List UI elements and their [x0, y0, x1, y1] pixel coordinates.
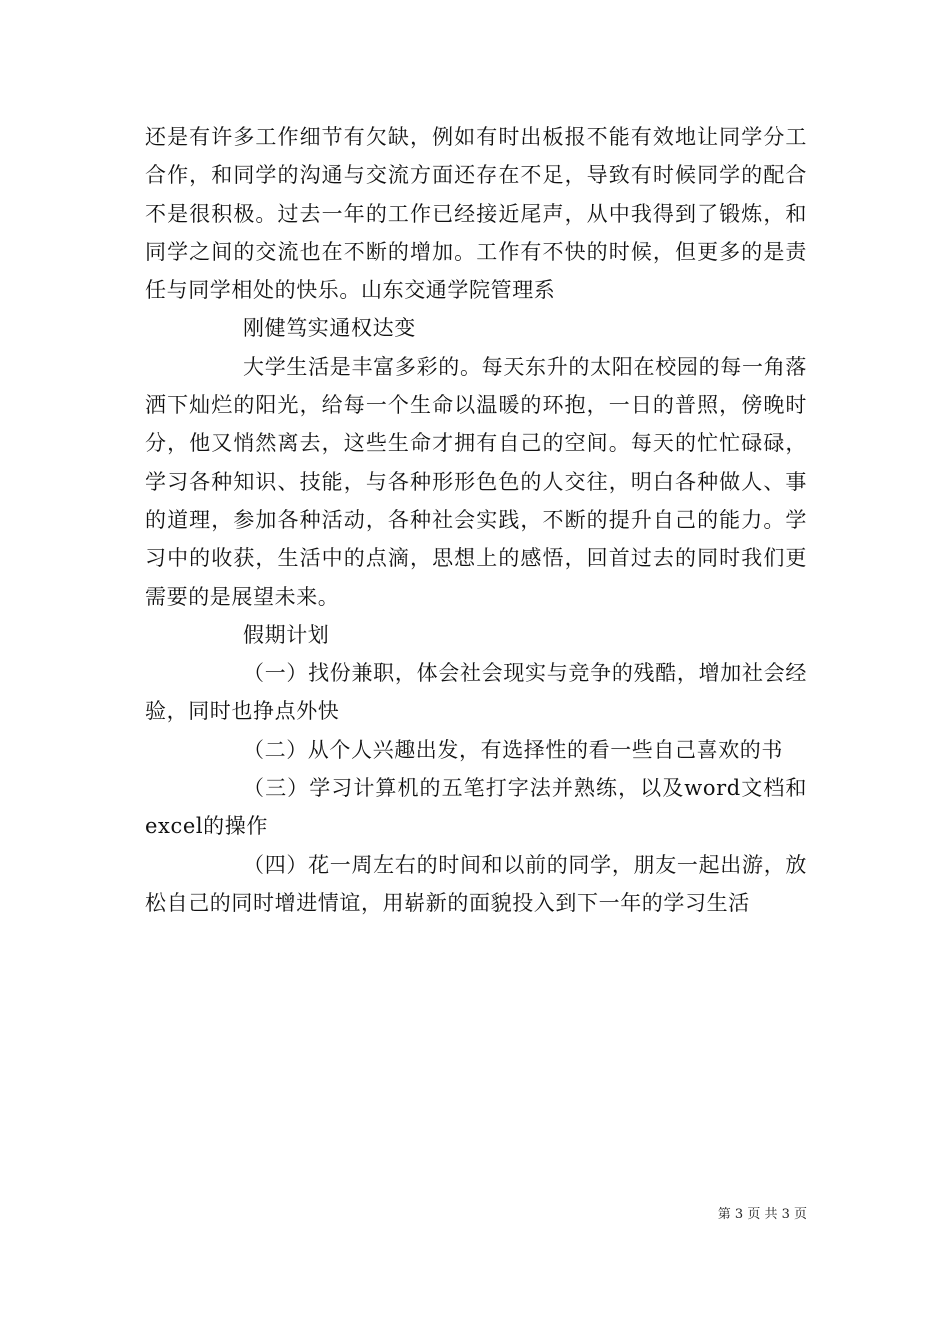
- plan-item-2: （二）从个人兴趣出发，有选择性的看一些自己喜欢的书: [243, 737, 783, 762]
- plan-item-3: （三）学习计算机的五笔打字法并熟练，以及word文档和excel的操作: [145, 776, 807, 839]
- paragraph-college-life: 大学生活是丰富多彩的。每天东升的太阳在校园的每一角落洒下灿烂的阳光，给每一个生命以温暖的环抱，一日的普照，傍晚时分，他又悄然离去，这些生命才拥有自己的空间。每天的忙忙碌碌，学习各种知识、技能，与各种形形色色的人交往，明白各种做人、事的道理，参加各种活动，各种社会实践，不断的提升自己的能力。学习中的收获，生活中的点滴，思想上的感悟，回首过去的同时我们更需要的是展望未来。: [145, 354, 807, 609]
- page-number-footer: 第 3 页 共 3 页: [717, 1207, 807, 1222]
- document-body: [145, 118, 807, 922]
- paragraph-work-summary: 还是有许多工作细节有欠缺，例如有时出板报不能有效地让同学分工合作，和同学的沟通与交流方面还存在不足，导致有时候同学的配合不是很积极。过去一年的工作已经接近尾声，从中我得到了锻炼，和同学之间的交流也在不断的增加。工作有不快的时候，但更多的是责任与同学相处的快乐。山东交通学院管理系: [145, 125, 807, 303]
- plan-item-1: （一）找份兼职，体会社会现实与竞争的残酷，增加社会经验，同时也挣点外快: [145, 661, 807, 724]
- section-heading-vacation-plan: 假期计划: [243, 622, 330, 647]
- school-motto: 刚健笃实通权达变: [243, 316, 416, 341]
- plan-item-4: （四）花一周左右的时间和以前的同学，朋友一起出游，放松自己的同时增进情谊，用崭新的面貌投入到下一年的学习生活: [145, 852, 807, 915]
